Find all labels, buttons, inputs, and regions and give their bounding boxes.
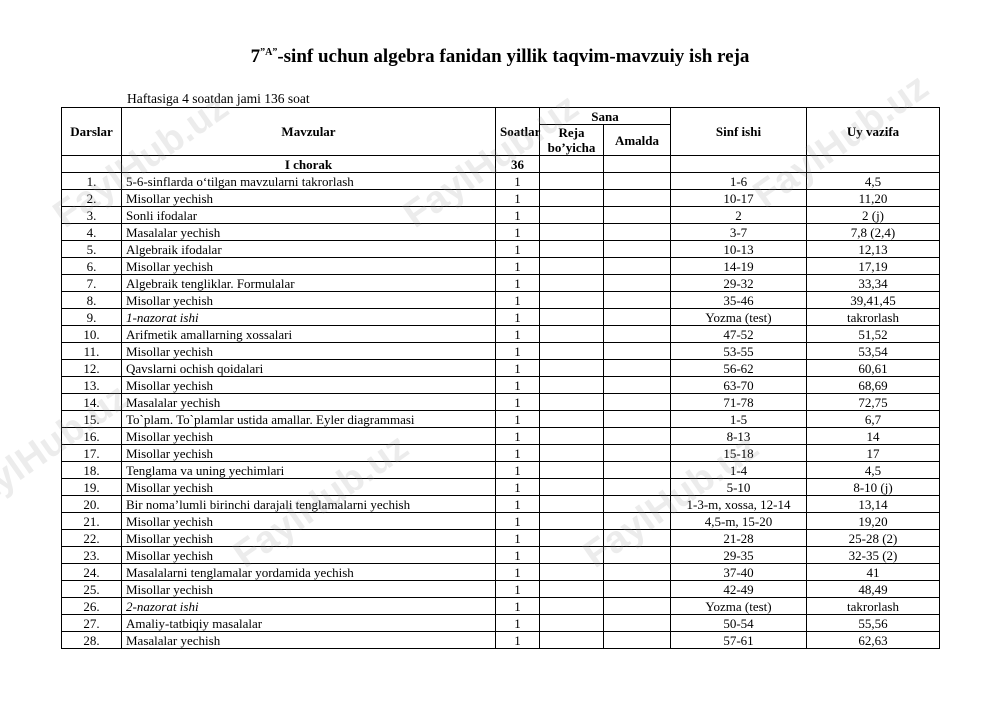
lesson-hours: 1 — [496, 547, 540, 564]
class-work: 14-19 — [671, 258, 807, 275]
lesson-number: 17. — [62, 445, 122, 462]
table-row — [62, 411, 940, 428]
lesson-hours: 1 — [496, 581, 540, 598]
lesson-topic: Masalalar yechish — [122, 224, 496, 241]
lesson-hours: 1 — [496, 598, 540, 615]
lesson-topic: Bir noma’lumli birinchi darajali tenglamalarni yechish — [122, 496, 496, 513]
title-text: -sinf uchun algebra fanidan yillik taqvim-mavzuiy ish reja — [277, 46, 750, 67]
homework: 11,20 — [807, 190, 940, 207]
class-work: 35-46 — [671, 292, 807, 309]
lesson-number: 6. — [62, 258, 122, 275]
lesson-topic: Misollar yechish — [122, 190, 496, 207]
table-row — [62, 241, 940, 258]
lesson-hours: 1 — [496, 428, 540, 445]
lesson-hours: 1 — [496, 411, 540, 428]
class-work: 57-61 — [671, 632, 807, 649]
lesson-number: 26. — [62, 598, 122, 615]
lesson-number: 1. — [62, 173, 122, 190]
table-row — [62, 513, 940, 530]
class-work: 4,5-m, 15-20 — [671, 513, 807, 530]
homework: 72,75 — [807, 394, 940, 411]
lesson-number: 9. — [62, 309, 122, 326]
table-row — [62, 207, 940, 224]
lesson-number: 25. — [62, 581, 122, 598]
section-hours: 36 — [496, 156, 540, 173]
actual-date — [604, 292, 671, 309]
actual-date — [604, 496, 671, 513]
planned-date — [540, 326, 604, 343]
actual-date — [604, 513, 671, 530]
actual-date — [604, 377, 671, 394]
lesson-number: 7. — [62, 275, 122, 292]
class-work: 10-13 — [671, 241, 807, 258]
table-row — [62, 173, 940, 190]
lesson-topic: Misollar yechish — [122, 377, 496, 394]
class-work: 10-17 — [671, 190, 807, 207]
table-row — [62, 275, 940, 292]
lesson-number: 15. — [62, 411, 122, 428]
planned-date — [540, 241, 604, 258]
planned-date — [540, 377, 604, 394]
header-sana: Sana — [540, 108, 671, 125]
planned-date — [540, 530, 604, 547]
class-work: 8-13 — [671, 428, 807, 445]
planned-date — [540, 292, 604, 309]
table-row — [62, 479, 940, 496]
lesson-hours: 1 — [496, 564, 540, 581]
lesson-topic: Misollar yechish — [122, 428, 496, 445]
lesson-topic: Qavslarni ochish qoidalari — [122, 360, 496, 377]
title-grade: 7 — [250, 46, 261, 67]
class-work: 5-10 — [671, 479, 807, 496]
table-row — [62, 343, 940, 360]
table-row — [62, 564, 940, 581]
lesson-topic: Algebraik tengliklar. Formulalar — [122, 275, 496, 292]
homework: takrorlash — [807, 598, 940, 615]
planned-date — [540, 581, 604, 598]
table-row — [62, 428, 940, 445]
actual-date — [604, 224, 671, 241]
title-class-letter: ”A” — [260, 47, 278, 58]
planned-date — [540, 258, 604, 275]
homework: 13,14 — [807, 496, 940, 513]
actual-date — [604, 530, 671, 547]
homework: 12,13 — [807, 241, 940, 258]
planned-date — [540, 190, 604, 207]
actual-date — [604, 428, 671, 445]
actual-date — [604, 275, 671, 292]
planned-date — [540, 173, 604, 190]
table-row — [62, 360, 940, 377]
header-amalda: Amalda — [604, 125, 671, 156]
class-work: 3-7 — [671, 224, 807, 241]
planned-date — [540, 224, 604, 241]
homework: 60,61 — [807, 360, 940, 377]
table-row — [62, 309, 940, 326]
homework: 14 — [807, 428, 940, 445]
lesson-topic: 1-nazorat ishi — [122, 309, 496, 326]
lesson-topic: Misollar yechish — [122, 258, 496, 275]
table-row — [62, 632, 940, 649]
actual-date — [604, 581, 671, 598]
homework: 4,5 — [807, 462, 940, 479]
lesson-number: 11. — [62, 343, 122, 360]
header-uy-vazifa: Uy vazifa — [807, 108, 940, 156]
homework: 32-35 (2) — [807, 547, 940, 564]
lesson-number: 2. — [62, 190, 122, 207]
actual-date — [604, 479, 671, 496]
class-work: 50-54 — [671, 615, 807, 632]
actual-date — [604, 411, 671, 428]
class-work: 42-49 — [671, 581, 807, 598]
lesson-number: 3. — [62, 207, 122, 224]
lesson-topic: Masalalar yechish — [122, 632, 496, 649]
planned-date — [540, 513, 604, 530]
lesson-number: 23. — [62, 547, 122, 564]
class-work: Yozma (test) — [671, 598, 807, 615]
table-row — [62, 547, 940, 564]
lesson-hours: 1 — [496, 632, 540, 649]
actual-date — [604, 309, 671, 326]
actual-date — [604, 598, 671, 615]
class-work: 29-35 — [671, 547, 807, 564]
table-row — [62, 530, 940, 547]
class-work: Yozma (test) — [671, 309, 807, 326]
planned-date — [540, 445, 604, 462]
actual-date — [604, 207, 671, 224]
lesson-number: 27. — [62, 615, 122, 632]
lesson-hours: 1 — [496, 207, 540, 224]
lesson-topic: 2-nazorat ishi — [122, 598, 496, 615]
lesson-number: 10. — [62, 326, 122, 343]
lesson-topic: Misollar yechish — [122, 513, 496, 530]
section-row — [62, 156, 940, 173]
class-work: 15-18 — [671, 445, 807, 462]
actual-date — [604, 241, 671, 258]
lesson-hours: 1 — [496, 513, 540, 530]
lesson-topic: Sonli ifodalar — [122, 207, 496, 224]
lesson-topic: Masalalarni tenglamalar yordamida yechish — [122, 564, 496, 581]
class-work: 47-52 — [671, 326, 807, 343]
actual-date — [604, 564, 671, 581]
actual-date — [604, 258, 671, 275]
lesson-number: 14. — [62, 394, 122, 411]
lesson-topic: Misollar yechish — [122, 530, 496, 547]
lesson-topic: Misollar yechish — [122, 581, 496, 598]
homework: 68,69 — [807, 377, 940, 394]
planned-date — [540, 428, 604, 445]
class-work: 63-70 — [671, 377, 807, 394]
lesson-topic: Misollar yechish — [122, 445, 496, 462]
homework: 39,41,45 — [807, 292, 940, 309]
homework: 41 — [807, 564, 940, 581]
class-work: 1-6 — [671, 173, 807, 190]
homework: 53,54 — [807, 343, 940, 360]
homework: 51,52 — [807, 326, 940, 343]
lesson-topic: To`plam. To`plamlar ustida amallar. Eyler diagrammasi — [122, 411, 496, 428]
lesson-hours: 1 — [496, 224, 540, 241]
planned-date — [540, 394, 604, 411]
class-work: 29-32 — [671, 275, 807, 292]
lesson-hours: 1 — [496, 292, 540, 309]
class-work: 1-5 — [671, 411, 807, 428]
lesson-number: 4. — [62, 224, 122, 241]
homework: 62,63 — [807, 632, 940, 649]
table-row — [62, 394, 940, 411]
actual-date — [604, 173, 671, 190]
table-row — [62, 581, 940, 598]
lesson-topic: Arifmetik amallarning xossalari — [122, 326, 496, 343]
table-row — [62, 258, 940, 275]
table-row — [62, 224, 940, 241]
homework: 17 — [807, 445, 940, 462]
actual-date — [604, 547, 671, 564]
homework: 8-10 (j) — [807, 479, 940, 496]
planned-date — [540, 598, 604, 615]
planned-date — [540, 632, 604, 649]
lesson-hours: 1 — [496, 360, 540, 377]
lesson-number: 24. — [62, 564, 122, 581]
lesson-hours: 1 — [496, 309, 540, 326]
lesson-topic: Algebraik ifodalar — [122, 241, 496, 258]
header-sinf-ishi: Sinf ishi — [671, 108, 807, 156]
homework: 2 (j) — [807, 207, 940, 224]
homework: 6,7 — [807, 411, 940, 428]
lesson-hours: 1 — [496, 173, 540, 190]
plan-table — [61, 107, 940, 649]
actual-date — [604, 360, 671, 377]
lesson-topic: Misollar yechish — [122, 343, 496, 360]
lesson-number: 21. — [62, 513, 122, 530]
table-row — [62, 496, 940, 513]
table-row — [62, 326, 940, 343]
lesson-hours: 1 — [496, 275, 540, 292]
lesson-topic: Amaliy-tatbiqiy masalalar — [122, 615, 496, 632]
homework: 17,19 — [807, 258, 940, 275]
table-row — [62, 377, 940, 394]
actual-date — [604, 343, 671, 360]
lesson-topic: Misollar yechish — [122, 547, 496, 564]
lesson-topic: Masalalar yechish — [122, 394, 496, 411]
header-reja: Reja bo’yicha — [540, 125, 604, 156]
header-soatlar: Soatlar — [496, 108, 540, 156]
table-row — [62, 292, 940, 309]
homework: 19,20 — [807, 513, 940, 530]
planned-date — [540, 564, 604, 581]
class-work: 2 — [671, 207, 807, 224]
class-work: 53-55 — [671, 343, 807, 360]
actual-date — [604, 190, 671, 207]
class-work: 37-40 — [671, 564, 807, 581]
planned-date — [540, 360, 604, 377]
planned-date — [540, 275, 604, 292]
planned-date — [540, 309, 604, 326]
planned-date — [540, 615, 604, 632]
lesson-hours: 1 — [496, 445, 540, 462]
lesson-number: 16. — [62, 428, 122, 445]
lesson-hours: 1 — [496, 190, 540, 207]
homework: takrorlash — [807, 309, 940, 326]
class-work: 71-78 — [671, 394, 807, 411]
table-row — [62, 190, 940, 207]
class-work: 1-4 — [671, 462, 807, 479]
lesson-hours: 1 — [496, 530, 540, 547]
homework: 55,56 — [807, 615, 940, 632]
lesson-topic: Misollar yechish — [122, 292, 496, 309]
class-work: 21-28 — [671, 530, 807, 547]
lesson-number: 22. — [62, 530, 122, 547]
class-work: 56-62 — [671, 360, 807, 377]
table-row — [62, 598, 940, 615]
homework: 4,5 — [807, 173, 940, 190]
planned-date — [540, 343, 604, 360]
table-row — [62, 445, 940, 462]
table-row — [62, 615, 940, 632]
actual-date — [604, 632, 671, 649]
planned-date — [540, 547, 604, 564]
hours-summary: Haftasiga 4 soatdan jami 136 soat — [127, 91, 310, 106]
lesson-number: 28. — [62, 632, 122, 649]
lesson-hours: 1 — [496, 258, 540, 275]
lesson-hours: 1 — [496, 496, 540, 513]
homework: 25-28 (2) — [807, 530, 940, 547]
header-mavzular: Mavzular — [122, 108, 496, 156]
lesson-topic: Tenglama va uning yechimlari — [122, 462, 496, 479]
lesson-number: 8. — [62, 292, 122, 309]
homework: 7,8 (2,4) — [807, 224, 940, 241]
planned-date — [540, 207, 604, 224]
lesson-hours: 1 — [496, 394, 540, 411]
lesson-hours: 1 — [496, 241, 540, 258]
planned-date — [540, 411, 604, 428]
table-row — [62, 462, 940, 479]
planned-date — [540, 462, 604, 479]
actual-date — [604, 462, 671, 479]
actual-date — [604, 326, 671, 343]
lesson-hours: 1 — [496, 326, 540, 343]
lesson-number: 20. — [62, 496, 122, 513]
lesson-hours: 1 — [496, 615, 540, 632]
lesson-hours: 1 — [496, 377, 540, 394]
page-title — [0, 46, 1000, 68]
actual-date — [604, 445, 671, 462]
actual-date — [604, 394, 671, 411]
lesson-topic: Misollar yechish — [122, 479, 496, 496]
header-darslar: Darslar — [62, 108, 122, 156]
actual-date — [604, 615, 671, 632]
lesson-hours: 1 — [496, 462, 540, 479]
homework: 48,49 — [807, 581, 940, 598]
lesson-hours: 1 — [496, 479, 540, 496]
lesson-topic: 5-6-sinflarda o‘tilgan mavzularni takrorlash — [122, 173, 496, 190]
lesson-number: 19. — [62, 479, 122, 496]
lesson-number: 13. — [62, 377, 122, 394]
planned-date — [540, 496, 604, 513]
section-label: I chorak — [122, 156, 496, 173]
lesson-hours: 1 — [496, 343, 540, 360]
planned-date — [540, 479, 604, 496]
lesson-number: 12. — [62, 360, 122, 377]
lesson-number: 5. — [62, 241, 122, 258]
homework: 33,34 — [807, 275, 940, 292]
class-work: 1-3-m, xossa, 12-14 — [671, 496, 807, 513]
lesson-number: 18. — [62, 462, 122, 479]
